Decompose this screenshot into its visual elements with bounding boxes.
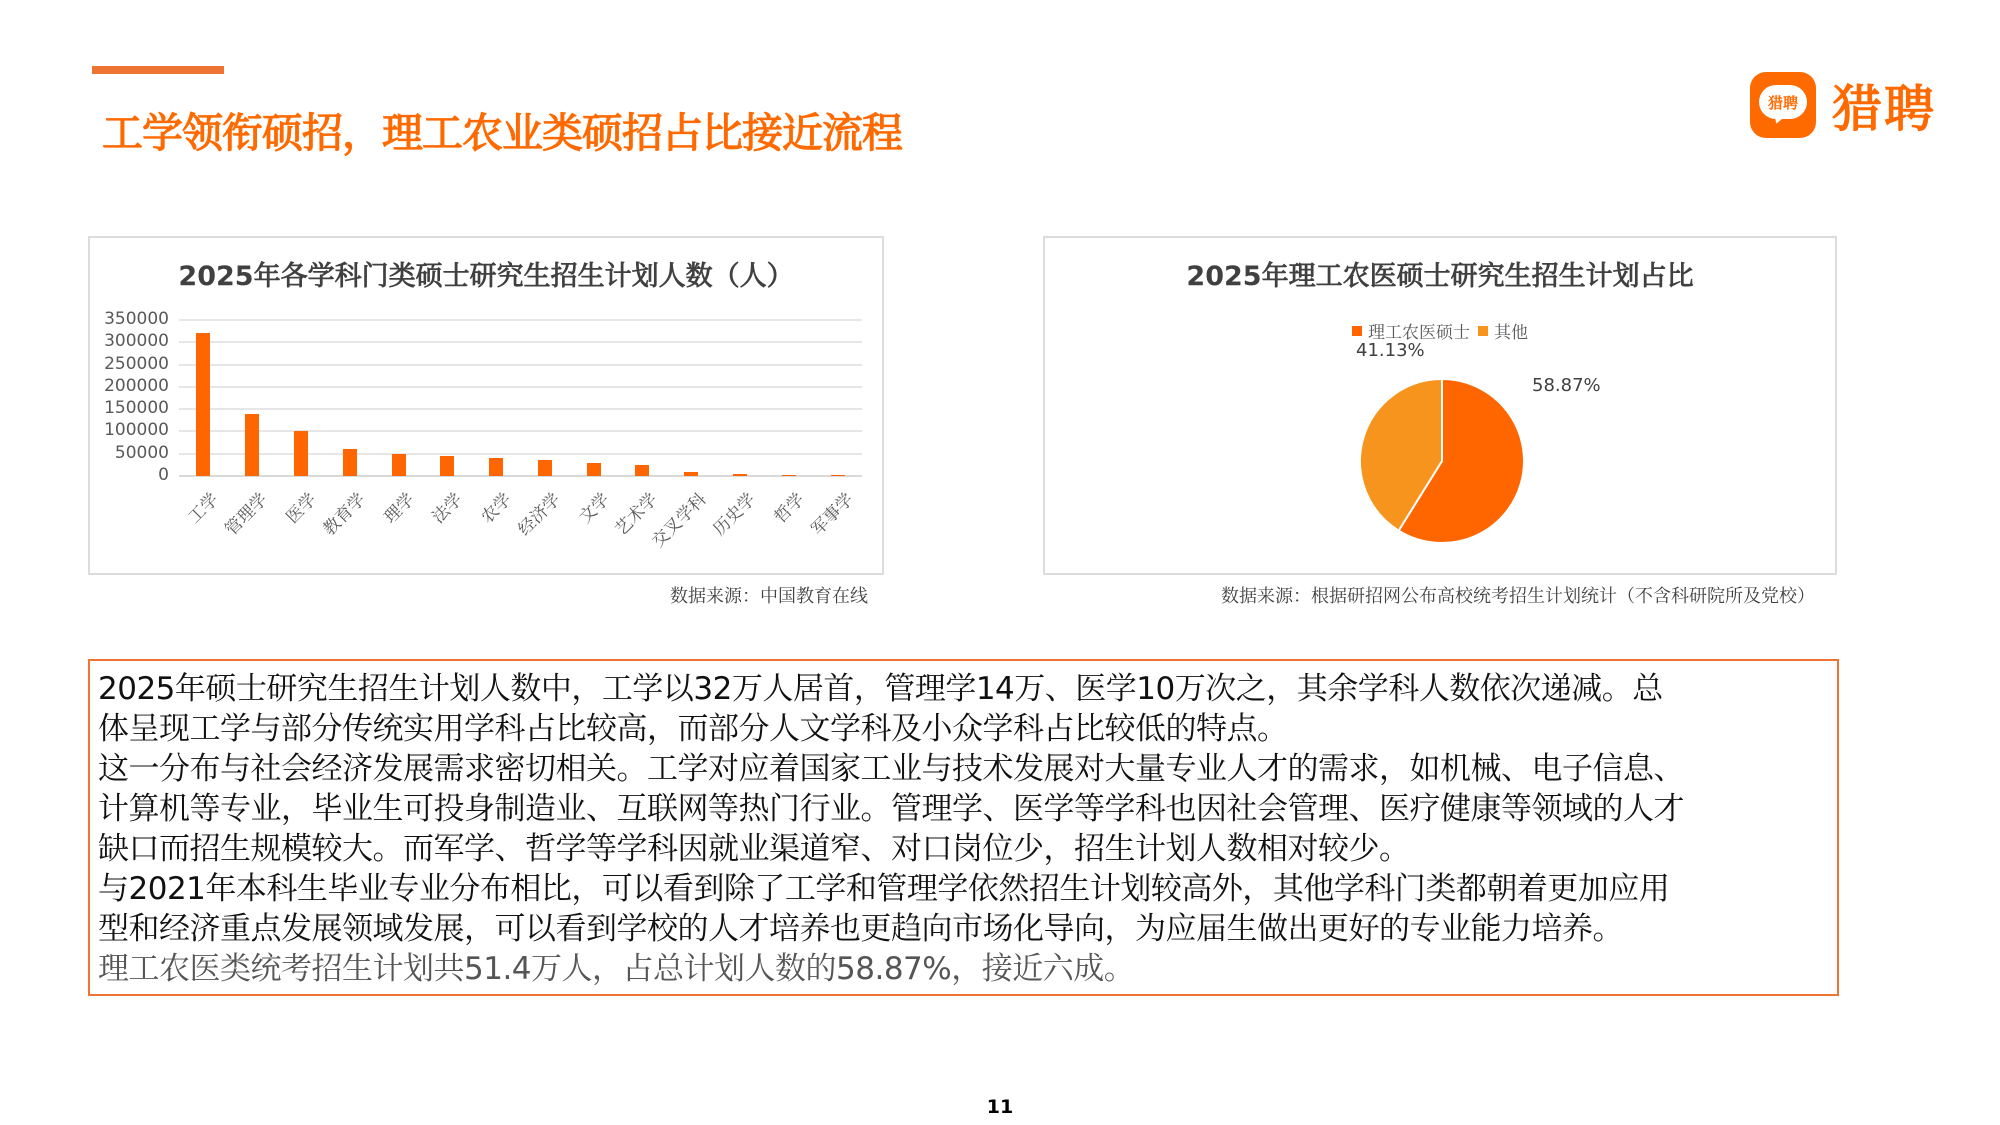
legend-label: 其他 — [1494, 323, 1528, 343]
bar-理学 — [392, 454, 406, 476]
logo-chat-bubble-icon — [1750, 72, 1816, 138]
bar-医学 — [294, 431, 308, 476]
x-axis-label: 理学 — [380, 489, 419, 528]
y-axis-tick-label: 50000 — [114, 442, 169, 463]
gridline — [179, 475, 862, 477]
title-accent-bar — [92, 66, 224, 74]
summary-line: 计算机等专业，毕业生可投身制造业、互联网等热门行业。管理学、医学等学科也因社会管理、医疗健康等领域的人才 — [98, 791, 1684, 827]
bar-法学 — [440, 456, 454, 476]
logo-badge-text: 猎聘 — [1759, 85, 1807, 119]
summary-line: 与2021年本科生毕业专业分布相比，可以看到除了工学和管理学依然招生计划较高外，其他学科门类都朝着更加应用 — [98, 871, 1670, 907]
gridline — [179, 341, 862, 343]
y-axis-tick-label: 300000 — [104, 331, 169, 352]
x-axis-label: 经济学 — [514, 489, 565, 540]
summary-line: 2025年硕士研究生招生计划人数中，工学以32万人居首，管理学14万、医学10万次之，其余学科人数依次递减。总 — [98, 671, 1663, 707]
summary-line: 这一分布与社会经济发展需求密切相关。工学对应着国家工业与技术发展对大量专业人才的需求，如机械、电子信息、 — [98, 751, 1684, 787]
bar-工学 — [196, 333, 210, 476]
x-axis-label: 军事学 — [807, 489, 858, 540]
bar-农学 — [489, 458, 503, 476]
x-axis-label: 交叉学科 — [648, 489, 711, 552]
summary-text-box — [88, 659, 1839, 996]
x-axis-label: 工学 — [184, 489, 224, 528]
x-axis-label: 历史学 — [709, 489, 760, 540]
liepin-logo — [1750, 72, 1936, 138]
bar-历史学 — [733, 474, 747, 476]
x-axis-label: 法学 — [428, 489, 468, 528]
gridline — [179, 453, 862, 455]
bar-chart-source: 数据来源：中国教育在线 — [670, 586, 868, 607]
bar-军事学 — [831, 475, 845, 476]
pie-label-stem: 58.87% — [1532, 375, 1601, 396]
x-axis-label: 农学 — [477, 489, 516, 528]
y-axis-tick-label: 0 — [158, 465, 169, 485]
page-title: 工学领衔硕招，理工农业类硕招占比接近流程 — [102, 109, 902, 157]
page-number: 11 — [986, 1096, 1014, 1118]
y-axis-tick-label: 250000 — [104, 353, 169, 374]
gridline — [179, 386, 862, 388]
x-axis-label: 文学 — [575, 489, 614, 528]
x-axis-label: 管理学 — [221, 489, 272, 540]
x-axis-label: 艺术学 — [611, 489, 663, 540]
y-axis-tick-label: 200000 — [104, 375, 169, 396]
summary-line: 型和经济重点发展领域发展，可以看到学校的人才培养也更趋向市场化导向，为应届生做出更好的专业能力培养。 — [98, 911, 1623, 947]
bar-艺术学 — [635, 465, 649, 476]
x-axis-label: 医学 — [282, 489, 321, 528]
y-axis-tick-label: 100000 — [104, 420, 169, 441]
y-axis-tick-label: 150000 — [104, 398, 169, 419]
bar-经济学 — [538, 460, 552, 476]
legend-label: 理工农医硕士 — [1368, 323, 1470, 343]
bar-文学 — [587, 463, 601, 476]
bar-chart-panel — [88, 236, 884, 575]
pie-chart-title: 2025年理工农医硕士研究生招生计划占比 — [1186, 261, 1694, 292]
x-axis-label: 哲学 — [770, 489, 809, 528]
logo-text: 猎聘 — [1832, 80, 1936, 138]
summary-line: 缺口而招生规模较大。而军学、哲学等学科因就业渠道窄、对口岗位少，招生计划人数相对较少。 — [98, 831, 1410, 867]
summary-line: 体呈现工学与部分传统实用学科占比较高，而部分人文学科及小众学科占比较低的特点。 — [98, 711, 1288, 747]
y-axis-tick-label: 350000 — [104, 309, 169, 329]
pie-label-other: 41.13% — [1356, 340, 1425, 361]
bar-chart-title: 2025年各学科门类硕士研究生招生计划人数（人） — [178, 261, 794, 292]
gridline — [179, 364, 862, 366]
pie-chart-panel — [1043, 236, 1837, 575]
pie-chart-graphic — [1045, 238, 1839, 577]
pie-chart-source: 数据来源：根据研招网公布高校统考招生计划统计（不含科研院所及党校） — [1221, 586, 1815, 607]
summary-conclusion-line: 理工农医类统考招生计划共51.4万人，占总计划人数的58.87%，接近六成。 — [98, 951, 1135, 987]
bar-管理学 — [245, 414, 259, 476]
gridline — [179, 319, 862, 321]
x-axis-label: 教育学 — [319, 489, 370, 540]
bar-交叉学科 — [684, 472, 698, 476]
gridline — [179, 430, 862, 432]
bar-教育学 — [343, 449, 357, 476]
gridline — [179, 408, 862, 410]
bar-哲学 — [782, 475, 796, 476]
